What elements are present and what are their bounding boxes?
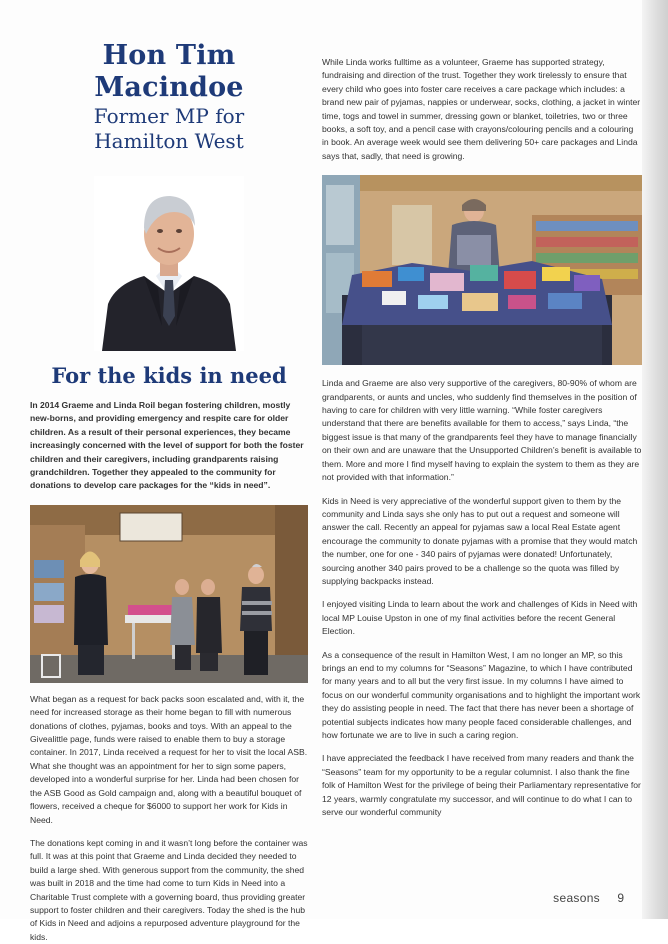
right-column bbox=[322, 56, 642, 819]
article-title: For the kids in need bbox=[51, 363, 287, 388]
author-role-line1: Former MP for bbox=[93, 104, 245, 128]
right-paragraph-top: While Linda works fulltime as a volunteer, Graeme has supported strategy, fundraising and direction of the trust. Together they work tirelessly to ensure that every child who goes into foster care receives a care package which includes: a brand new pair of pyjamas, nappies or underwear, socks, clothing, a jacket in winter time, togs and towel in summer, dressing gown or blanket, toiletries, two or three books, a soft toy, and a pencil case with crayons/colouring pencils and a colouring in book. An average week would see them delivering 50+ care packages and Linda says that, sadly, that need is growing. bbox=[322, 57, 641, 161]
right-paragraph-5: I have appreciated the feedback I have received from many readers and thank the “Seasons” team for my opportunity to be a regular columnist. I also thank the fine folk of Hamilton West for the privilege of being their Parliamentary representative for 12 years, warmly congratulate my successor, and will continue to do what I can to serve our wonderful community bbox=[322, 753, 641, 818]
author-portrait bbox=[94, 176, 244, 351]
page-edge-shadow bbox=[642, 0, 668, 919]
shed-photo-illustration bbox=[30, 505, 308, 683]
right-paragraph-1: Linda and Graeme are also very supportive of the caregivers, 80-90% of whom are grandparents, or aunts and uncles, who suddenly find themselves in the position of having to care for children with very little warning. “While foster caregivers understand that there are benefits available for them to access,” says Linda, “the biggest issue is that many of the grandparents feel they have to manage financially on their own and are unaware that the Unsupported Children’s benefit is available to them. More and more I find myself having to explain the system to them as they are not provided with that information.” bbox=[322, 378, 642, 483]
page-number: 9 bbox=[617, 891, 624, 905]
left-paragraph-1: What began as a request for back packs soon escalated and, with it, the need for increased storage as their home began to fill with numerous donations of clothes, pyjamas, books and toys. With an appeal to the Givealittle page, funds were raised to enable them to buy a storage container. In 2017, Linda received a request for her to visit the local ASB. What she thought was an appointment for her to sign some papers, developed into a wonderful surprise for her. Linda had been chosen for the ASB Good as Gold campaign and, along with a beautiful bouquet of flowers, received a cheque for $6000 to support her work for Kids in Need. bbox=[30, 693, 308, 825]
author-name: Hon Tim Macindoe bbox=[94, 40, 244, 103]
shed-group-photo bbox=[30, 505, 308, 683]
portrait-illustration bbox=[94, 176, 244, 351]
right-paragraph-2: Kids in Need is very appreciative of the wonderful support given to them by the community and Linda says she only has to put out a request and someone will answer the call. Recently an appeal for pyjamas saw a local Real Estate agent encourage the community to donate pyjamas with a promise that they would match the number, one for one - 340 pairs of pyjamas were donated! Unfortunately, sourcing another 340 pairs proved to be a challenge so the quota was filled by supplying backpacks instead. bbox=[322, 495, 638, 586]
article-intro: In 2014 Graeme and Linda Roil began fostering children, mostly new-borns, and providing emergency and respite care for older children. As a result of their personal experiences, they became increasingly concerned with the level of support for both the foster children and their caregivers, including grandparents raising grandchildren. Together they appealed to the community for donations to develop care packages for the “kids in need”. bbox=[30, 400, 304, 491]
left-paragraph-2: The donations kept coming in and it wasn’t long before the container was full. It was at this point that Graeme and Linda decided they needed to build a large shed. With generous support from the community, the shed was built in 2018 and the time had come to turn Kids in Need into a Charitable Trust complete with a governing board, thus providing greater support to foster children and their caregivers. Today the shed is the hub of Kids in Need and adjoins a repurposed adventure playground for the kids. bbox=[30, 837, 308, 942]
author-role-line2: Hamilton West bbox=[94, 129, 244, 153]
right-paragraph-4: As a consequence of the result in Hamilton West, I am no longer an MP, so this brings an end to my columns for “Seasons” Magazine, to which I have contributed for many years and to all but the very first issue. In my columns I have aimed to focus on our wonderful community organisations and to highlight the important work they do assisting people in need. The fact that there has never been a shortage of potential subjects indicates how many people faced considerable challenges, and how fortunate we are to live in such a caring region. bbox=[322, 649, 641, 740]
right-paragraph-3: I enjoyed visiting Linda to learn about the work and challenges of Kids in Need with local MP Louise Upston in one of my final activities before the recent General Election. bbox=[322, 599, 638, 637]
care-packages-photo bbox=[322, 175, 642, 365]
magazine-name: seasons bbox=[553, 891, 600, 905]
page-footer bbox=[553, 891, 624, 905]
care-packages-illustration bbox=[322, 175, 642, 365]
left-column bbox=[30, 40, 308, 944]
